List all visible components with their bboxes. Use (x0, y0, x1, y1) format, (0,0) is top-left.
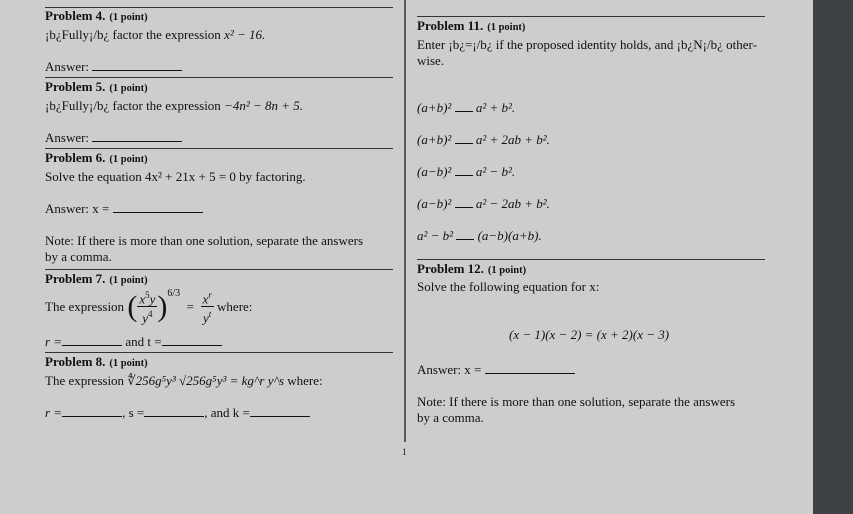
problem-4-answer-label: Answer: (45, 59, 90, 74)
problem-5-answer-row (45, 130, 182, 146)
identity-row-5 (417, 228, 542, 244)
problem-12-answer-input[interactable] (485, 362, 575, 374)
problem-7-r-label: r = (45, 334, 63, 349)
problem-7-suffix: where: (217, 298, 253, 314)
problem-12-points: (1 point) (487, 265, 527, 276)
problem-7-exponent: 6/3 (167, 288, 181, 299)
problem-8-points: (1 point) (109, 358, 148, 369)
problem-6-rule (45, 148, 393, 149)
problem-6-answer-row (45, 201, 203, 217)
problem-8-s-label: , s = (122, 405, 145, 420)
problem-7-r-input[interactable] (62, 334, 122, 346)
identity-row-1-rhs: a² + b². (475, 100, 516, 115)
identity-row-3-lhs: (a−b)² (417, 164, 452, 179)
identity-row-5-lhs: a² − b² (417, 228, 454, 243)
problem-12-title (417, 261, 526, 277)
problem-4-prompt (45, 27, 265, 43)
identity-row-1-input[interactable] (455, 100, 473, 112)
problem-12-answer-label: Answer: x = (417, 362, 482, 377)
problem-11-title (417, 18, 525, 34)
problem-12-rule (417, 259, 765, 260)
problem-11-instructions-line2: wise. (417, 53, 445, 68)
problem-11-points: (1 point) (487, 22, 526, 33)
problem-12-prompt: Solve the following equation for x: (417, 279, 600, 294)
problem-4-text: ¡b¿Fully¡/b¿ factor the expression (45, 27, 225, 42)
problem-11-instructions-line1: Enter ¡b¿=¡/b¿ if the proposed identity holds, and ¡b¿N¡/b¿ other- (417, 37, 757, 52)
problem-4-answer-row (45, 59, 182, 75)
problem-7-inner-fraction: $\frac{x^5y}{y^4}$ (139, 290, 156, 326)
identity-row-3-rhs: a² − b². (475, 164, 516, 179)
problem-7-t-input[interactable] (162, 334, 222, 346)
problem-6-note-line2: by a comma. (45, 249, 112, 264)
identity-row-2-rhs: a² + 2ab + b². (475, 132, 550, 147)
problem-8-title (45, 354, 148, 370)
problem-6-label: Problem 6. (45, 150, 106, 165)
identity-row-2-input[interactable] (455, 132, 473, 144)
problem-6-answer-label: Answer: x = (45, 201, 110, 216)
identity-row-1-lhs: (a+b)² (417, 100, 452, 115)
identity-row-2-lhs: (a+b)² (417, 132, 452, 147)
identity-row-1 (417, 100, 515, 116)
problem-8-answer-row (45, 405, 310, 421)
problem-12-answer-row (417, 362, 575, 378)
problem-8-s-input[interactable] (144, 405, 204, 417)
problem-7-open-paren: ( (127, 289, 138, 323)
problem-4-label: Problem 4. (45, 8, 106, 23)
problem-4-answer-input[interactable] (92, 59, 182, 71)
problem-11-rule (417, 16, 765, 17)
problem-8-k-input[interactable] (250, 405, 310, 417)
problem-11-label: Problem 11. (417, 18, 484, 33)
identity-row-4-input[interactable] (455, 196, 473, 208)
identity-row-3 (417, 164, 515, 180)
problem-5-answer-input[interactable] (92, 130, 182, 142)
problem-5-rule (45, 77, 393, 78)
problem-5-title (45, 79, 148, 95)
problem-5-label: Problem 5. (45, 79, 106, 94)
problem-6-answer-input[interactable] (113, 201, 203, 213)
problem-6-points: (1 point) (109, 154, 148, 165)
identity-row-4-lhs: (a−b)² (417, 196, 452, 211)
problem-7-t-label: and t = (125, 334, 162, 349)
identity-row-4 (417, 196, 550, 212)
problem-4-expression: x² − 16. (224, 27, 266, 42)
identity-row-4-rhs: a² − 2ab + b². (475, 196, 550, 211)
problem-6-prompt: Solve the equation 4x² + 21x + 5 = 0 by factoring. (45, 169, 306, 184)
problem-7-title (45, 271, 148, 287)
problem-12-equation (509, 327, 669, 343)
column-divider (404, 0, 406, 442)
problem-7-close-paren: ) (157, 289, 168, 323)
problem-8-r-input[interactable] (62, 405, 122, 417)
page-number: 1 (402, 447, 407, 457)
problem-12-note-line1: Note: If there is more than one solution, separate the answers (417, 394, 736, 409)
problem-12-equation-text: (x − 1)(x − 2) = (x + 2)(x − 3) (509, 327, 670, 342)
problem-4-points: (1 point) (109, 12, 148, 23)
problem-7-rule (45, 269, 393, 270)
problem-7-prefix: The expression (45, 298, 125, 314)
problem-8-expression: ∜256g⁵y³ √256g⁵y³ = kg^r y^s (127, 373, 285, 388)
identity-row-2 (417, 132, 550, 148)
problem-8-r-label: r = (45, 405, 63, 420)
problem-12-label: Problem 12. (417, 261, 484, 276)
problem-12-note-line2: by a comma. (417, 410, 484, 425)
problem-4-title (45, 8, 148, 24)
identity-row-5-input[interactable] (456, 228, 474, 240)
problem-5-text: ¡b¿Fully¡/b¿ factor the expression (45, 98, 225, 113)
problem-8-rule (45, 352, 393, 353)
problem-6-note-line1: Note: If there is more than one solution, separate the answers (45, 233, 364, 248)
problem-7-result-fraction: $\frac{x^r}{y^t}$ (202, 290, 212, 326)
problem-8-suffix: where: (287, 373, 323, 388)
problem-7-points: (1 point) (109, 275, 148, 286)
identity-row-5-rhs: (a−b)(a+b). (477, 228, 542, 243)
problem-8-prompt (45, 373, 323, 389)
problem-7-answer-row (45, 334, 222, 350)
identity-row-3-input[interactable] (455, 164, 473, 176)
problem-6-title (45, 150, 148, 166)
problem-8-prefix: The expression (45, 373, 125, 388)
problem-8-label: Problem 8. (45, 354, 106, 369)
problem-8-k-label: , and k = (204, 405, 250, 420)
problem-7-label: Problem 7. (45, 271, 106, 286)
problem-5-expression: −4n² − 8n + 5. (224, 98, 304, 113)
vertical-scrollbar[interactable] (813, 0, 853, 514)
problem-7-expression: The expression ( $\frac{x^5y}{y^4}$ )$^{6/3}$ = $\frac{x^r}{y^t}$ where: (45, 288, 253, 326)
problem-5-points: (1 point) (109, 83, 148, 94)
problem-5-answer-label: Answer: (45, 130, 90, 145)
problem-5-prompt (45, 98, 303, 114)
